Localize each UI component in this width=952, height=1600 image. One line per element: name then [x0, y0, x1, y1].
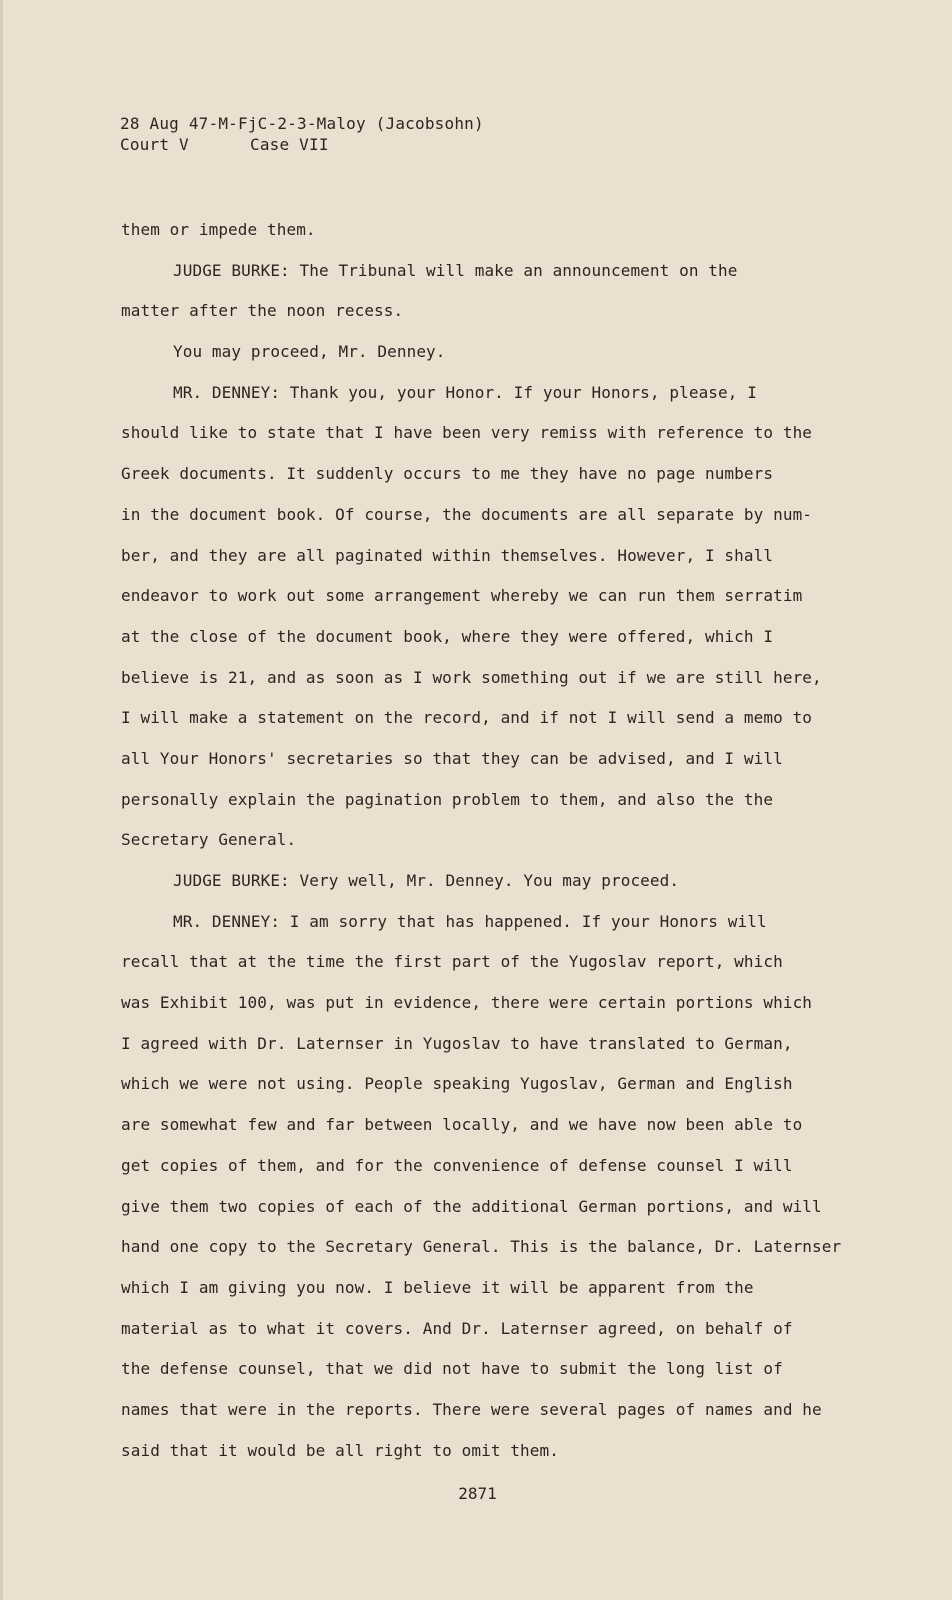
- transcript-line: matter after the noon recess.: [121, 301, 404, 321]
- header-case: Case VII: [250, 135, 329, 154]
- transcript-line: MR. DENNEY: Thank you, your Honor. If your Honors, please, I: [173, 382, 757, 402]
- transcript-line: ber, and they are all paginated within themselves. However, I shall: [121, 545, 774, 565]
- document-header: [120, 113, 484, 155]
- transcript-line: Secretary General.: [121, 830, 297, 850]
- transcript-line: material as to what it covers. And Dr. Laternser agreed, on behalf of: [121, 1318, 793, 1338]
- header-reference: 28 Aug 47-M-FjC-2-3-Maloy (Jacobsohn): [120, 114, 484, 133]
- transcript-line: at the close of the document book, where they were offered, which I: [121, 626, 774, 646]
- page-number: 2871: [458, 1484, 497, 1503]
- transcript-line: I will make a statement on the record, and if not I will send a memo to: [121, 708, 813, 728]
- transcript-line: the defense counsel, that we did not have to submit the long list of: [121, 1359, 783, 1379]
- transcript-line: in the document book. Of course, the documents are all separate by num-: [121, 504, 813, 524]
- transcript-line: names that were in the reports. There were several pages of names and he: [121, 1399, 822, 1419]
- transcript-line: MR. DENNEY: I am sorry that has happened. If your Honors will: [173, 911, 767, 931]
- transcript-line: You may proceed, Mr. Denney.: [173, 342, 446, 362]
- header-court-case: [120, 134, 484, 155]
- transcript-line: Greek documents. It suddenly occurs to me they have no page numbers: [121, 464, 774, 484]
- transcript-line: endeavor to work out some arrangement whereby we can run them serratim: [121, 586, 803, 606]
- transcript-line: recall that at the time the first part of the Yugoslav report, which: [121, 952, 783, 972]
- transcript-body: [121, 210, 881, 1471]
- transcript-line: I agreed with Dr. Laternser in Yugoslav to have translated to German,: [121, 1033, 793, 1053]
- transcript-line: all Your Honors' secretaries so that they can be advised, and I will: [121, 748, 783, 768]
- transcript-line: hand one copy to the Secretary General. This is the balance, Dr. Laternser: [121, 1237, 842, 1257]
- transcript-line: personally explain the pagination problem to them, and also the the: [121, 789, 774, 809]
- transcript-line: was Exhibit 100, was put in evidence, there were certain portions which: [121, 993, 813, 1013]
- transcript-line: JUDGE BURKE: Very well, Mr. Denney. You may proceed.: [173, 871, 680, 890]
- transcript-line: should like to state that I have been very remiss with reference to the: [121, 423, 813, 443]
- transcript-line: give them two copies of each of the additional German portions, and will: [121, 1196, 822, 1216]
- transcript-line: are somewhat few and far between locally, and we have now been able to: [121, 1115, 803, 1135]
- transcript-line: them or impede them.: [121, 220, 316, 239]
- transcript-line: JUDGE BURKE: The Tribunal will make an announcement on the: [173, 260, 738, 280]
- transcript-line: which we were not using. People speaking Yugoslav, German and English: [121, 1074, 793, 1094]
- transcript-line: which I am giving you now. I believe it will be apparent from the: [121, 1277, 754, 1297]
- header-court: Court V: [120, 135, 189, 154]
- transcript-line: believe is 21, and as soon as I work something out if we are still here,: [121, 667, 822, 687]
- transcript-line: said that it would be all right to omit them.: [121, 1440, 559, 1460]
- transcript-line: get copies of them, and for the convenience of defense counsel I will: [121, 1155, 793, 1175]
